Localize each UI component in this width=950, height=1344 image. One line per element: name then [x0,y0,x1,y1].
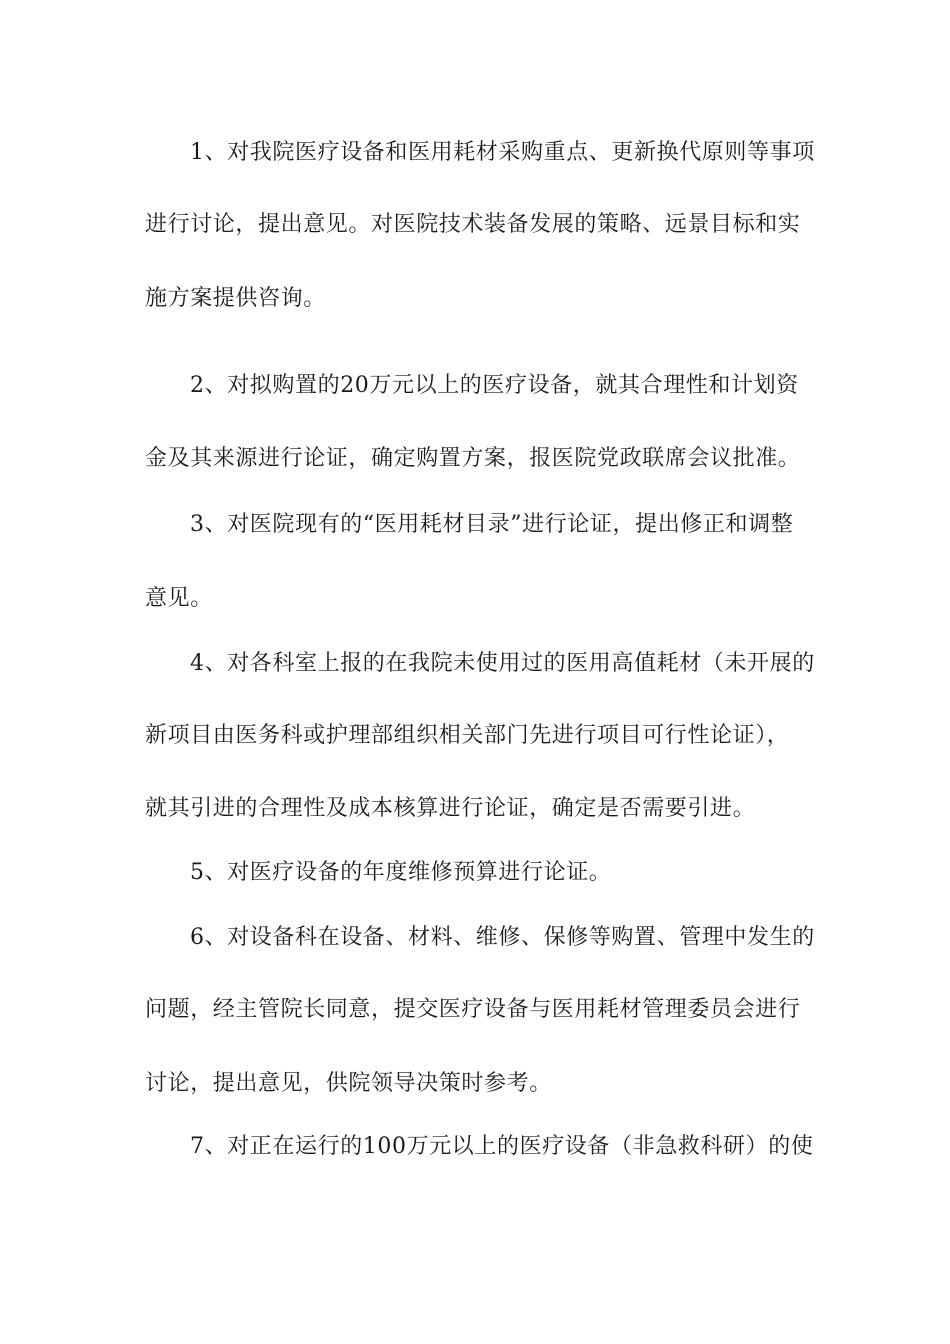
paragraph-line: 2、对拟购置的20万元以上的医疗设备，就其合理性和计划资 [190,373,799,398]
paragraph-line: 1、对我院医疗设备和医用耗材采购重点、更新换代原则等事项 [190,140,815,165]
paragraph-line: 6、对设备科在设备、材料、维修、保修等购置、管理中发生的 [190,925,815,950]
paragraph-line: 进行讨论，提出意见。对医院技术装备发展的策略、远景目标和实 [145,212,801,237]
paragraph-line: 讨论，提出意见，供院领导决策时参考。 [145,1071,552,1096]
paragraph-line: 问题，经主管院长同意，提交医疗设备与医用耗材管理委员会进行 [145,997,801,1022]
paragraph-line: 5、对医疗设备的年度维修预算进行论证。 [190,860,612,885]
paragraph-line: 新项目由医务科或护理部组织相关部门先进行项目可行性论证）， [145,723,790,748]
paragraph-line: 意见。 [145,586,213,611]
paragraph-line: 4、对各科室上报的在我院未使用过的医用高值耗材（未开展的 [190,651,815,676]
paragraph-line: 3、对医院现有的“医用耗材目录”进行论证，提出修正和调整 [190,512,794,537]
paragraph-line: 金及其来源进行论证，确定购置方案，报医院党政联席会议批准。 [145,446,801,471]
paragraph-line: 7、对正在运行的100万元以上的医疗设备（非急救科研）的使 [190,1134,814,1159]
paragraph-line: 就其引进的合理性及成本核算进行论证，确定是否需要引进。 [145,796,756,821]
paragraph-line: 施方案提供咨询。 [145,286,326,311]
